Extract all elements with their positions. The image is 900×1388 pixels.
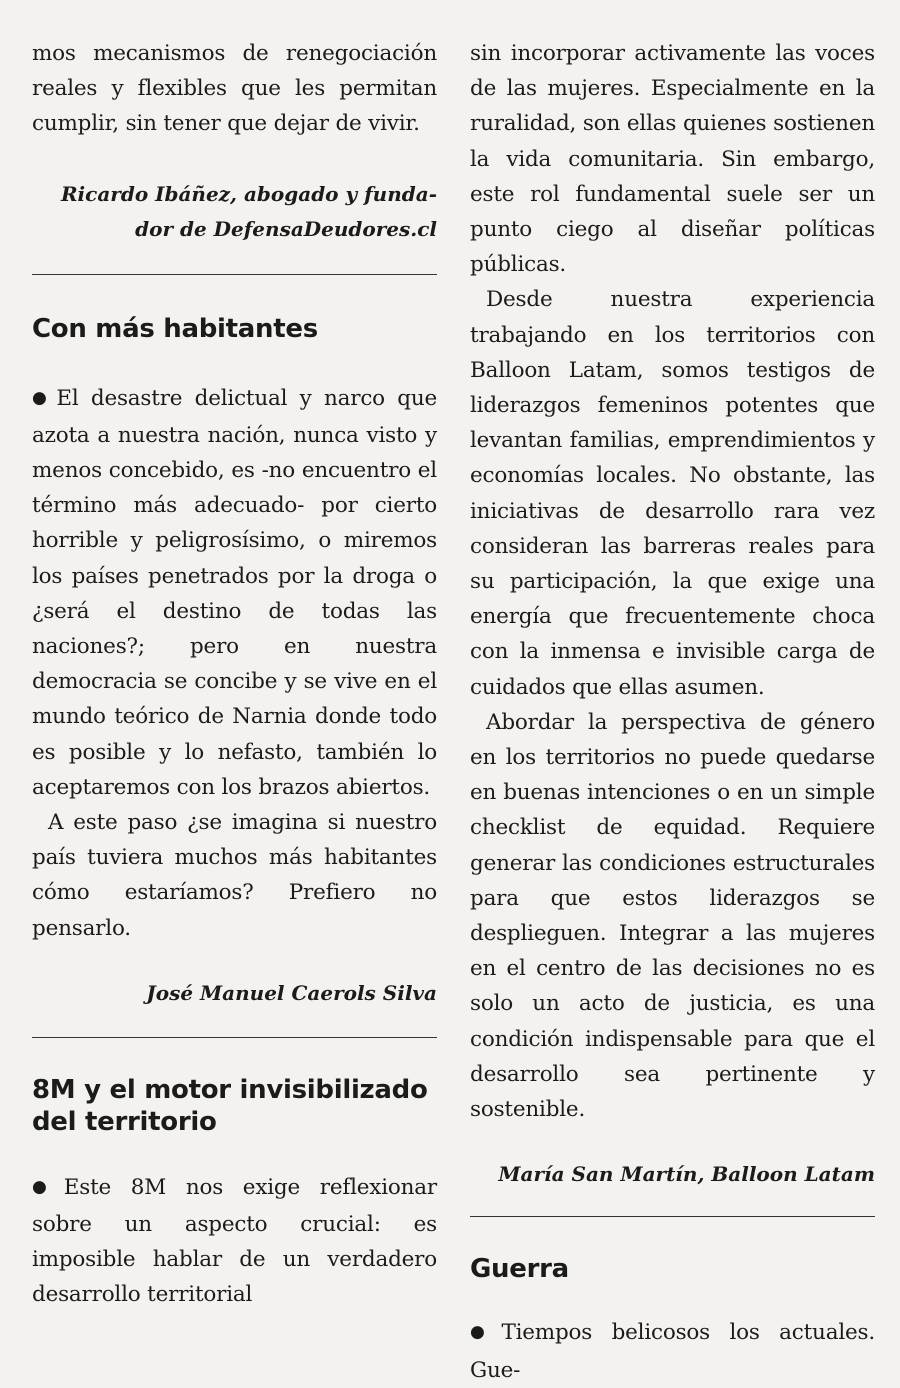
right-column <box>470 36 875 1388</box>
letter-intro-paragraph: mos mecanismos de renegociación reales y flexibles que les permitan cumplir, sin tener que dejar de vivir. <box>32 41 437 137</box>
letter-body-paragraph: Desde nuestra experiencia trabajando en los territorios con Balloon Latam, somos testigos de liderazgos femeninos potentes que levantan familias, emprendimientos y economías locales. No obstante, las iniciativas de desarrollo rara vez consideran las barreras reales para su participación, la que exige una energía que frecuentemente choca con la inmensa e invisible carga de cuidados que ellas asumen. <box>470 287 875 700</box>
letter-body-paragraph: ● El desastre delictual y narco que azota a nuestra nación, nunca visto y menos concebido, es -no encuentro el término más adecuado- por cierto horrible y peligrosísimo, o miremos los países penetrados por la droga o ¿será el destino de todas las naciones?; pero en nuestra democracia se concibe y se vive en el mundo teórico de Narnia donde todo es posible y lo nefasto, también lo aceptaremos con los brazos abiertos. <box>32 381 437 805</box>
left-column <box>32 36 437 1313</box>
letter-body-paragraph: Abordar la perspectiva de género en los territorios no puede quedarse en buenas intenciones o en un simple checklist de equidad. Requiere generar las condiciones estructurales para que estos liderazgos se desplieguen. Integrar a las mujeres en el centro de las decisiones no es solo un acto de justicia, es una condición indispensable para que el desarrollo sea pertinente y sostenible. <box>470 709 875 1123</box>
letter-heading: 8M y el motor invisibilizado del territorio <box>32 1074 428 1137</box>
letter-signature: María San Martín, Balloon Latam <box>498 1162 875 1187</box>
letter-body-paragraph: ● Este 8M nos exige reflexionar sobre un aspecto crucial: es imposible hablar de un verdadero desarrollo territorial <box>32 1170 437 1313</box>
letter-body-paragraph: ● Tiempos belicosos los actuales. Gue- <box>470 1315 875 1387</box>
signature-line-2: dor de DefensaDeudores.cl <box>135 216 437 241</box>
letter-body-paragraph: sin incorporar activamente las voces de las mujeres. Especialmente en la ruralidad, son ellas quienes sostienen la vida comunitaria. Sin embargo, este rol fundamental suele ser un punto ciego al diseñar políticas públicas. <box>470 41 875 278</box>
letter-signature: José Manuel Caerols Silva <box>146 980 437 1005</box>
letter-signature <box>32 177 437 247</box>
letter-heading: Guerra <box>470 1254 569 1285</box>
letter-heading: Con más habitantes <box>32 313 318 344</box>
signature-line-1: Ricardo Ibáñez, abogado y funda- <box>60 181 437 206</box>
letter-body-paragraph: A este paso ¿se imagina si nuestro país tuviera muchos más habitantes cómo estaríamos? Prefiero no pensarlo. <box>32 810 437 941</box>
